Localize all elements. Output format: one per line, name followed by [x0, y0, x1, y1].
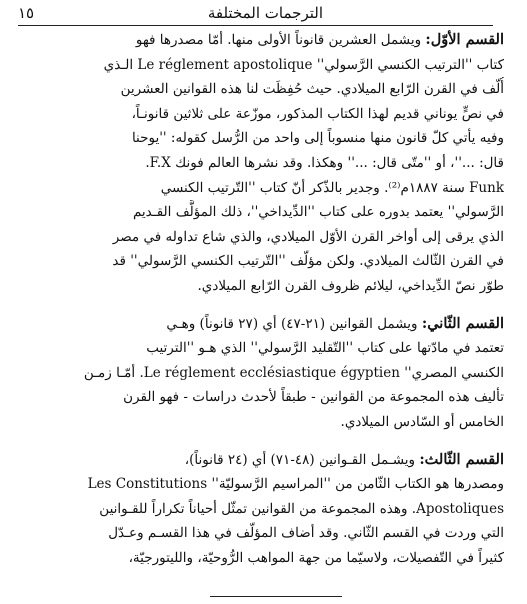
text-line: الرَّسولي'' يعتمد بدوره على كتاب ''الدِّيداخي''، ذلك المؤلَّف القـديم	[132, 204, 504, 221]
text-line: الخامس أو السّادس الميلادي.	[340, 413, 504, 430]
text-line: تأليف هذه المجموعة من القوانين - طبقاً لأحدث دراسات - فهو القرن	[123, 389, 504, 406]
text-line: Funk سنة ١٨٨٧م⁽²⁾. وجدير بالذّكر أنّ كتاب ''التّرتيب الكنسي	[160, 179, 504, 196]
body-text	[24, 28, 504, 583]
text-line: تعتمد في مادّتها على كتاب ''التّقليد الرَّسولي'' الذي هـو ''الترتيب	[146, 340, 504, 357]
section-third	[24, 448, 504, 571]
running-title: الترجمات المختلفة	[207, 4, 323, 22]
section-first	[24, 28, 504, 299]
line-text: ويشـمل القـوانين (٤٨-٧١) أي (٢٤ قانوناً)،	[184, 451, 420, 468]
text-line: ومصدرها هو الكتاب الثّامن من ''المراسيم الرَّسوليّة'' Les Constitutions	[87, 476, 504, 493]
text-line: كتاب ''الترتيب الكنسي الرَّسولي'' Le réglement apostolique الـذي	[103, 56, 504, 73]
section-heading: القسم الأوّل:	[425, 31, 504, 48]
footnote-separator	[210, 596, 342, 597]
text-line: أُلّف في القرن الرّابع الميلادي. حيث حُفِظَت لنا هذه القوانين العشرين	[120, 81, 504, 98]
text-line: قال: ...''، أو ''متّى قال: ...'' وهكذا. وقد نشرها العالم فونك F.X.	[145, 154, 504, 171]
text-line: طوّر نصّ الدِّيداخي، ليلائم ظروف القرن الرّابع الميلادي.	[197, 277, 504, 294]
section-second	[24, 312, 504, 435]
text-line: الكنسي المصري'' Le réglement ecclésiastique égyptien. أمّـا زمـن	[83, 364, 504, 381]
text-line	[24, 312, 504, 337]
section-heading: القسم الثّاني:	[421, 314, 504, 332]
text-line: في نصٍّ يوناني قديم لهذا الكتاب المذكور، موزّعة على ثلاثين قانونـاً،	[131, 105, 504, 122]
text-line	[24, 448, 504, 473]
line-text: ويشمل القوانين (٢١-٤٧) أي (٢٧ قانوناً) وهـي	[166, 315, 422, 332]
header-rule	[18, 25, 493, 26]
text-line: في القرن الثّالث الميلادي. ولكن مؤلّف ''التّرتيب الكنسي الرَّسولي'' قد	[112, 253, 504, 270]
line-text: ويشمل العشرين قانوناً الأولى منها. أمّا مصدرها فهو	[135, 32, 426, 48]
text-line: كثيراً في التّفصيلات، ولاسيّما من جهة المواهب الرُّوحيّة، والليتورجيّة،	[128, 549, 504, 566]
section-heading: القسم الثّالث:	[419, 450, 504, 468]
text-line: Apostoliques. وهذه المجموعة من القوانين تمثّل أحياناً تكراراً للقـوانين	[99, 500, 504, 517]
page-number: ١٥	[18, 4, 35, 22]
text-line: التي وردت في القسم الثّاني. وقد أضاف المؤلّف في هذا القسـم وعـدّل	[108, 525, 504, 542]
text-line	[24, 28, 504, 53]
text-line: الذي يرقى إلى أواخر القرن الأوّل الميلادي، والذي شاع تداوله في مصر	[112, 228, 504, 245]
text-line: وفيه يأتي كلّ قانون منها منسوباً إلى واحد من الرُّسل كقوله: ''يوحنا	[131, 130, 504, 147]
running-header	[18, 4, 493, 24]
